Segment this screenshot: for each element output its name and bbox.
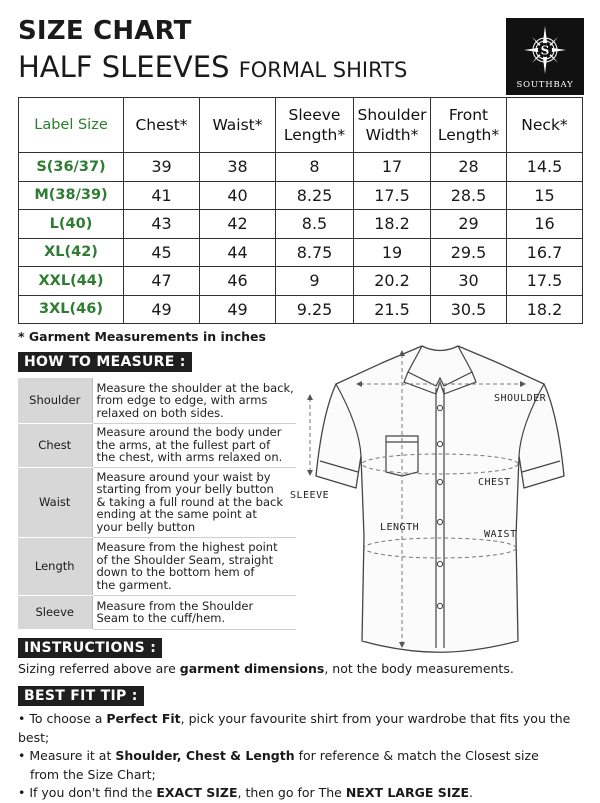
- waist-label: WAIST: [484, 529, 517, 540]
- measure-row: [18, 537, 296, 595]
- measure-label: Waist: [18, 467, 92, 537]
- cell-neck: 16: [507, 210, 583, 239]
- cell-shoulder: 19: [354, 238, 431, 267]
- how-to-measure-table: [18, 378, 296, 630]
- cell-sleeve: 8.5: [276, 210, 354, 239]
- measure-desc: Measure from the Shoulder Seam to the cuff/hem.: [92, 595, 296, 629]
- header-shoulder-width: Shoulder Width*: [354, 98, 431, 153]
- table-row: [19, 295, 583, 324]
- cell-sleeve: 8.25: [276, 181, 354, 210]
- subtitle-main: HALF SLEEVES: [18, 50, 230, 84]
- brand-logo: [506, 18, 584, 95]
- cell-waist: 44: [200, 238, 276, 267]
- list-item: • If you don't find the EXACT SIZE, then go for The NEXT LARGE SIZE.: [18, 785, 473, 800]
- length-label: LENGTH: [380, 522, 420, 533]
- size-chart-table: [18, 97, 583, 324]
- table-row: [19, 267, 583, 296]
- cell-sleeve: 9: [276, 267, 354, 296]
- cell-shoulder: 17.5: [354, 181, 431, 210]
- cell-chest: 41: [124, 181, 200, 210]
- table-row: [19, 181, 583, 210]
- cell-shoulder: 21.5: [354, 295, 431, 324]
- page-title: SIZE CHART: [18, 16, 192, 46]
- list-item-continuation: from the Size Chart;: [30, 766, 156, 782]
- cell-neck: 15: [507, 181, 583, 210]
- cell-front-length: 30.5: [431, 295, 507, 324]
- cell-chest: 47: [124, 267, 200, 296]
- table-row: [19, 238, 583, 267]
- compass-icon: [524, 24, 566, 76]
- cell-neck: 18.2: [507, 295, 583, 324]
- cell-chest: 39: [124, 153, 200, 182]
- cell-front-length: 28: [431, 153, 507, 182]
- measure-row: [18, 595, 296, 629]
- measurement-note: * Garment Measurements in inches: [18, 329, 266, 344]
- cell-neck: 14.5: [507, 153, 583, 182]
- measure-desc: Measure the shoulder at the back, from edge to edge, with arms relaxed on both sides.: [92, 378, 296, 423]
- measure-label: Chest: [18, 423, 92, 467]
- how-to-measure-heading: HOW TO MEASURE :: [18, 352, 192, 372]
- cell-neck: 17.5: [507, 267, 583, 296]
- header-waist: Waist*: [200, 98, 276, 153]
- measure-label: Shoulder: [18, 378, 92, 423]
- cell-front-length: 29: [431, 210, 507, 239]
- shoulder-label: SHOULDER: [494, 393, 547, 404]
- best-fit-heading: BEST FIT TIP :: [18, 686, 144, 706]
- cell-front-length: 29.5: [431, 238, 507, 267]
- row-label: M(38/39): [19, 181, 124, 210]
- list-item: • To choose a Perfect Fit, pick your favourite shirt from your wardrobe that fits you the best;: [18, 711, 571, 745]
- cell-shoulder: 17: [354, 153, 431, 182]
- cell-front-length: 28.5: [431, 181, 507, 210]
- cell-sleeve: 9.25: [276, 295, 354, 324]
- chest-label: CHEST: [478, 477, 511, 488]
- cell-waist: 46: [200, 267, 276, 296]
- measure-row: [18, 467, 296, 537]
- row-label: L(40): [19, 210, 124, 239]
- instructions-heading: INSTRUCTIONS :: [18, 638, 162, 658]
- cell-shoulder: 18.2: [354, 210, 431, 239]
- cell-sleeve: 8.75: [276, 238, 354, 267]
- cell-neck: 16.7: [507, 238, 583, 267]
- measure-desc: Measure around your waist by starting from your belly button & taking a full round at the back ending at the same point at your belly button: [92, 467, 296, 537]
- table-row: [19, 210, 583, 239]
- cell-chest: 45: [124, 238, 200, 267]
- header-sleeve-length: Sleeve Length*: [276, 98, 354, 153]
- shirt-diagram: [290, 336, 586, 658]
- subtitle-sub: FORMAL SHIRTS: [238, 58, 408, 82]
- list-item: • Measure it at Shoulder, Chest & Length for reference & match the Closest size: [18, 748, 539, 763]
- cell-front-length: 30: [431, 267, 507, 296]
- row-label: XXL(44): [19, 267, 124, 296]
- table-row: [19, 153, 583, 182]
- measure-desc: Measure from the highest point of the Shoulder Seam, straight down to the bottom hem of the garment.: [92, 537, 296, 595]
- measure-desc: Measure around the body under the arms, at the fullest part of the chest, with arms relaxed on.: [92, 423, 296, 467]
- row-label: XL(42): [19, 238, 124, 267]
- table-header-row: [19, 98, 583, 153]
- best-fit-list: [18, 710, 600, 803]
- cell-chest: 43: [124, 210, 200, 239]
- cell-chest: 49: [124, 295, 200, 324]
- header-chest: Chest*: [124, 98, 200, 153]
- measure-row: [18, 378, 296, 423]
- header-label-size: Label Size: [19, 98, 124, 153]
- row-label: S(36/37): [19, 153, 124, 182]
- header-neck: Neck*: [507, 98, 583, 153]
- page-subtitle: [18, 50, 407, 84]
- sleeve-label: SLEEVE: [290, 490, 330, 501]
- cell-waist: 42: [200, 210, 276, 239]
- header-front-length: Front Length*: [431, 98, 507, 153]
- cell-shoulder: 20.2: [354, 267, 431, 296]
- measure-label: Length: [18, 537, 92, 595]
- cell-waist: 49: [200, 295, 276, 324]
- row-label: 3XL(46): [19, 295, 124, 324]
- logo-letter: S: [540, 43, 550, 58]
- cell-sleeve: 8: [276, 153, 354, 182]
- measure-label: Sleeve: [18, 595, 92, 629]
- instructions-text: Sizing referred above are garment dimensions, not the body measurements.: [18, 661, 514, 676]
- brand-name: SOUTHBAY: [516, 80, 574, 90]
- measure-row: [18, 423, 296, 467]
- cell-waist: 40: [200, 181, 276, 210]
- cell-waist: 38: [200, 153, 276, 182]
